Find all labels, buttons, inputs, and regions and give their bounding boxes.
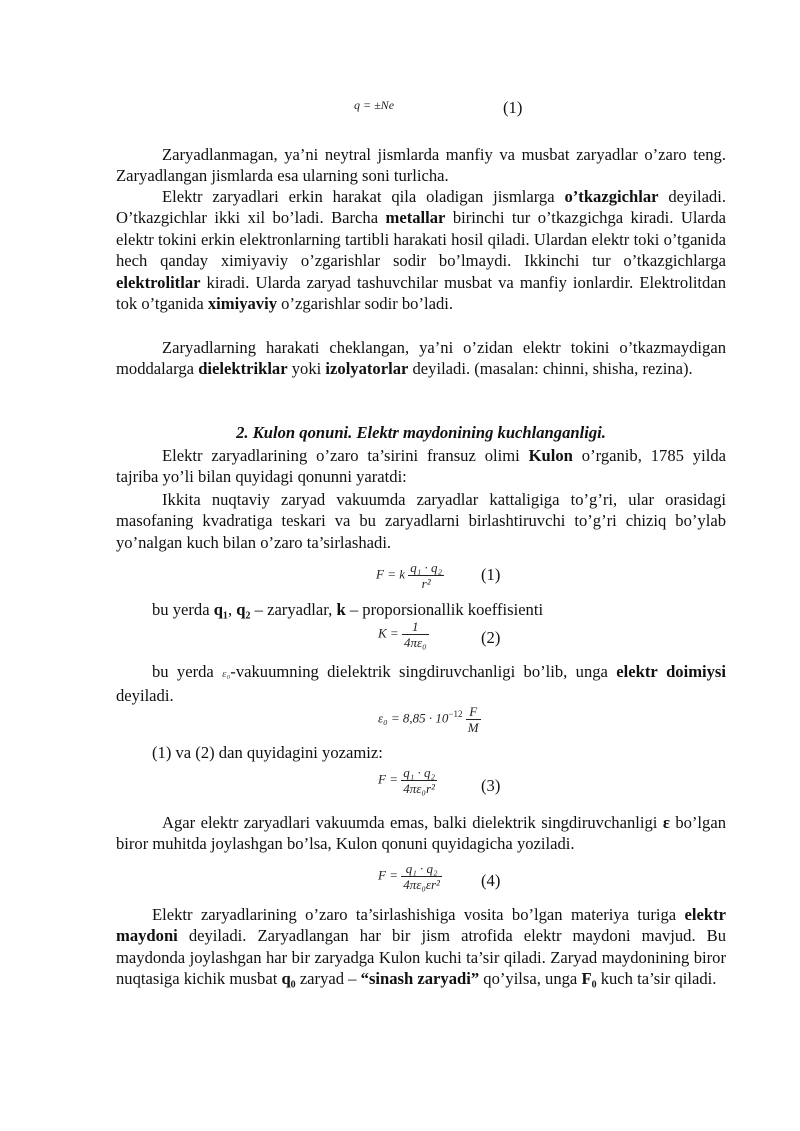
fraction-denominator: 4πε₀r²	[401, 780, 437, 796]
formula-k-constant-number: (2)	[481, 628, 501, 647]
fraction-denominator: 4πε₀	[403, 635, 427, 650]
term-conductors: o’tkazgichlar	[564, 187, 659, 206]
term-test-charge: “sinash zaryadi”	[360, 969, 480, 989]
term-k: k	[336, 600, 346, 619]
term-chemical: ximiyaviy	[207, 294, 278, 314]
term-insulators: izolyatorlar	[325, 359, 409, 379]
fraction	[408, 560, 444, 591]
text-run: deyiladi.	[116, 686, 174, 706]
fraction-denominator: r²	[408, 575, 444, 591]
formula-coulomb-k-number: (1)	[481, 565, 501, 584]
text-run: zaryad –	[295, 969, 361, 989]
text-run: bo’lgan biror muhitda joylashgan bo’lsa, Kulon qonuni quyidagicha yoziladi.	[116, 813, 727, 854]
fraction-numerator: q₁ · q₂	[410, 560, 443, 575]
fraction-numerator: F	[469, 704, 478, 719]
term-doimiysi: doimiysi	[666, 662, 726, 681]
formula-lhs: F =	[378, 771, 398, 787]
formula-coulomb-vacuum-number: (3)	[481, 776, 501, 795]
text-run: o’zgarishlar sodir bo’ladi.	[277, 294, 454, 314]
paragraph-vacuum-permittivity	[116, 661, 726, 707]
fraction-numerator: q₁ · q₂	[403, 765, 436, 780]
formula-charge-text: q = ±Ne	[354, 98, 395, 112]
term-q0: q₀	[281, 969, 296, 989]
formula-coulomb-medium	[378, 861, 442, 892]
section-heading: 2. Kulon qonuni. Elektr maydonining kuchlanganligi.	[236, 423, 606, 442]
paragraph-medium	[116, 812, 726, 855]
paragraph-dielectrics	[116, 337, 726, 380]
text-run: kiradi. Ularda zaryad tashuvchilar musbat va manfiy ionlardir. Elektrolitdan tok o’tganida	[116, 272, 726, 314]
text-run: Agar elektr zaryadlari vakuumda emas, balki dielektrik singdiruvchanligi	[162, 813, 663, 832]
formula-coulomb-k	[376, 560, 444, 591]
line-variables	[152, 599, 543, 620]
fraction-numerator: q₁ · q₂	[405, 861, 438, 876]
text-run: Elektr zaryadlarining o’zaro ta’sirini fransuz olimi	[162, 446, 529, 465]
term-dielectrics: dielektriklar	[198, 359, 288, 379]
text-run: – proporsionallik koeffisienti	[345, 600, 544, 619]
formula-lhs: K =	[378, 625, 399, 641]
fraction-denominator: 4πε₀εr²	[403, 877, 440, 892]
text-run: kuch ta’sir qiladi.	[596, 969, 717, 989]
symbol-epsilon0: ε₀	[222, 668, 231, 680]
formula-charge-number: (1)	[503, 98, 523, 117]
term-electrolytes: elektrolitlar	[116, 272, 201, 292]
formula-lhs: F = k	[376, 566, 405, 582]
formula-lhs: F =	[378, 867, 398, 883]
formula-exponent: −12	[448, 709, 463, 720]
fraction-denominator: M	[467, 720, 479, 735]
paragraph-conductors	[116, 186, 726, 314]
text-run: deyiladi. O’tkazgichlar ikki xil bo’ladi. Barcha	[116, 187, 726, 228]
text-run: yoki	[287, 359, 326, 379]
line-combine: (1) va (2) dan quyidagini yozamiz:	[152, 743, 383, 762]
text-run: Elektr zaryadlarining o’zaro ta’sirlashishiga vosita bo’lgan materiya turiga	[152, 905, 685, 924]
text-run: deyiladi. (masalan: chinni, shisha, rezina).	[408, 359, 693, 379]
text-run: bu yerda	[152, 600, 214, 619]
text-run: birinchi tur o’tkazgichga kiradi. Ularda elektr tokini erkin elektronlarning tartibli harakati hosil qiladi. Ulardan elektr toki o’tganida hech qanday ximiyaviy o’zgarishlar sodir bo’lmaydi. Ikkinchi tur o’tkazgichlarga	[116, 208, 726, 271]
fraction	[402, 619, 429, 650]
paragraph-electric-field	[116, 904, 726, 990]
fraction	[401, 765, 437, 796]
paragraph-coulomb-history	[116, 445, 726, 488]
term-elektr: elektr	[616, 662, 658, 681]
formula-epsilon-value	[378, 704, 481, 735]
text-run: qo’yilsa, unga	[479, 969, 582, 989]
fraction	[401, 861, 442, 892]
formula-charge	[354, 98, 394, 113]
term-f0: F₀	[581, 969, 597, 989]
term-q1: q₁	[213, 600, 228, 619]
formula-coulomb-vacuum	[378, 765, 437, 796]
term-electric-field: elektr maydoni	[116, 905, 726, 946]
formula-k-constant	[378, 619, 429, 650]
term-kulon: Kulon	[528, 446, 573, 465]
term-q2: q₂	[236, 600, 251, 619]
term-metals: metallar	[385, 208, 446, 228]
text-run: Zaryadlarning harakati cheklangan, ya’ni o’zidan elektr tokini o’tkazmaydigan moddalarga	[116, 338, 726, 379]
formula-coulomb-medium-number: (4)	[481, 871, 501, 890]
text-run: bu yerda	[152, 662, 223, 681]
formula-lhs: ε₀ = 8,85 · 10	[378, 710, 449, 726]
text-run: Elektr zaryadlari erkin harakat qila oladigan jismlarga	[162, 187, 565, 206]
paragraph-coulomb-law: Ikkita nuqtaviy zaryad vakuumda zaryadlar kattaligiga to’g’ri, ular orasidagi masofaning kvadratiga teskari va bu zaryadlarni birlashtiruvchi to’g’ri chiziq bo’ylab yo’nalgan kuch bilan o’zaro ta’sirlashadi.	[116, 490, 726, 552]
fraction-numerator: 1	[412, 619, 419, 634]
fraction	[466, 704, 481, 735]
text-run: o’rganib, 1785 yilda tajriba yo’li bilan quyidagi qonunni yaratdi:	[116, 446, 726, 487]
text-run: -vakuumning dielektrik singdiruvchanligi bo’lib, unga	[230, 662, 617, 681]
text-run: ,	[227, 600, 237, 619]
symbol-epsilon: ε	[662, 813, 670, 832]
text-run: – zaryadlar,	[250, 600, 337, 619]
text-run: deyiladi. Zaryadlangan har bir jism atrofida elektr maydoni mavjud. Bu maydonda joylashgan har bir zaryadga Kulon kuchi ta’sir qiladi. Zaryad maydonining biror nuqtasiga kichik musbat	[116, 926, 726, 989]
paragraph-neutral-bodies: Zaryadlanmagan, ya’ni neytral jismlarda manfiy va musbat zaryadlar o’zaro teng. Zaryadlangan jismlarda esa ularning soni turlicha.	[116, 145, 726, 186]
